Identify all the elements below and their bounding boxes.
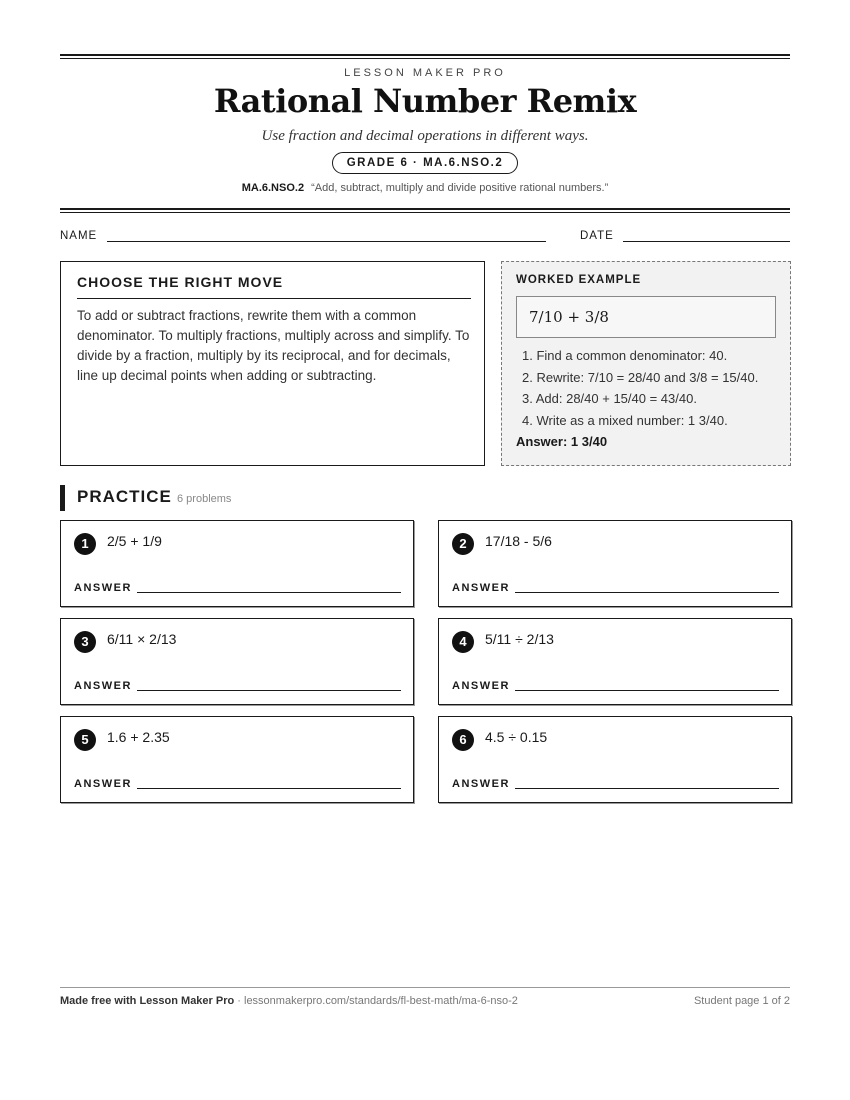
problem-expression: 4.5 ÷ 0.15 [485,729,548,745]
worked-example-steps [516,345,758,431]
problem-expression: 17/18 - 5/6 [485,533,552,549]
page-title: Rational Number Remix [213,82,637,120]
problem-number-badge: 6 [452,729,474,751]
worked-example-step: 1. Find a common denominator: 40. [522,348,728,363]
date-field[interactable] [623,241,790,242]
problem-number-badge: 4 [452,631,474,653]
answer-label: ANSWER [74,778,132,790]
page-subtitle: Use fraction and decimal operations in different ways. [261,128,589,144]
footer-credit [60,995,518,1007]
worked-example-step: 4. Write as a mixed number: 1 3/40. [522,412,728,428]
header-bottom-double-rule [60,208,790,213]
worked-example-answer: Answer: 1 3/40 [516,434,608,449]
problem-number-badge: 5 [74,729,96,751]
grade-pill-wrap [60,152,790,174]
answer-label: ANSWER [452,582,510,594]
answer-label: ANSWER [452,778,510,790]
rule-box [60,261,485,466]
problem-expression: 1.6 + 2.35 [107,729,170,745]
answer-field[interactable] [137,690,401,691]
worked-example-expression: 7/10 + 3/8 [516,296,776,338]
problem-card-3 [60,618,414,705]
problem-expression: 5/11 ÷ 2/13 [485,631,554,647]
standard-description [60,182,790,194]
standard-code: MA.6.NSO.2 [241,182,305,194]
name-field[interactable] [107,241,546,242]
answer-field[interactable] [515,788,779,789]
name-date-row [60,230,790,244]
problem-expression: 6/11 × 2/13 [107,631,177,647]
problem-card-5 [60,716,414,803]
problem-card-2 [438,520,792,607]
answer-label: ANSWER [74,680,132,692]
answer-field[interactable] [137,788,401,789]
problem-number-badge: 2 [452,533,474,555]
rule-box-body: To add or subtract fractions, rewrite them with a common denominator. To multiply fractions, multiply across and simplify. To divide by a fraction, multiply by its reciprocal, and for decimals, line up decimal points when adding or subtracting. [77,308,470,383]
standard-text: “Add, subtract, multiply and divide positive rational numbers.” [311,182,609,194]
worked-example-step: 2. Rewrite: 7/10 = 28/40 and 3/8 = 15/40. [522,369,759,385]
answer-label: ANSWER [74,582,132,594]
answer-label: ANSWER [452,680,510,692]
footer-page-number: Student page 1 of 2 [693,995,790,1007]
answer-field[interactable] [515,690,779,691]
worked-example-heading: WORKED EXAMPLE [516,274,642,286]
footer-made-with: Made free with Lesson Maker Pro [60,995,235,1007]
footer-separator: · [234,995,244,1007]
problem-card-1 [60,520,414,607]
practice-title: PRACTICE [77,487,172,506]
rule-box-divider [77,298,471,299]
grade-standard-badge: GRADE 6 · MA.6.NSO.2 [332,152,519,174]
problem-number-badge: 1 [74,533,96,555]
footer-rule [60,987,790,988]
problem-expression: 2/5 + 1/9 [107,533,162,549]
answer-field[interactable] [515,592,779,593]
top-double-rule [60,54,790,59]
footer-url-link[interactable]: lessonmakerpro.com/standards/fl-best-math/ma-6-nso-2 [244,995,518,1007]
problem-card-6 [438,716,792,803]
worked-example-box [501,261,791,466]
practice-count: 6 problems [177,493,232,505]
date-label: DATE [580,230,614,242]
problem-card-4 [438,618,792,705]
name-label: NAME [60,230,98,242]
rule-box-heading: CHOOSE THE RIGHT MOVE [77,274,284,290]
answer-field[interactable] [137,592,401,593]
worked-example-step: 3. Add: 28/40 + 15/40 = 43/40. [522,391,697,406]
brand-name: LESSON MAKER PRO [344,67,506,79]
practice-accent-bar [60,485,65,511]
problem-number-badge: 3 [74,631,96,653]
